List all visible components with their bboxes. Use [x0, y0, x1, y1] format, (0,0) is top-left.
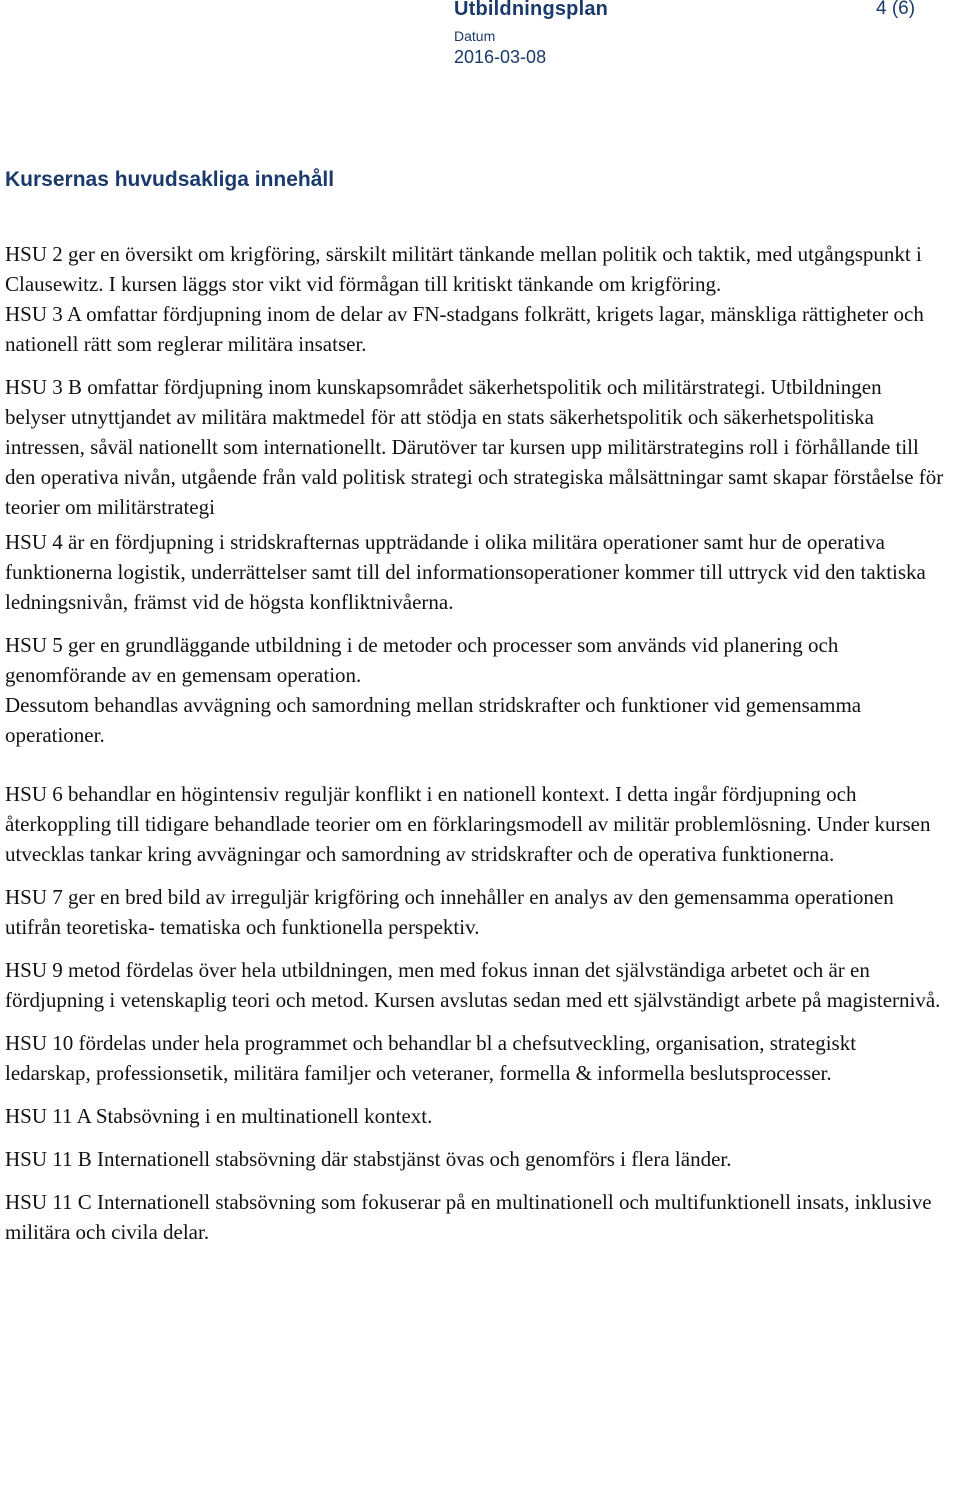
- paragraph-hsu-2: HSU 2 ger en översikt om krigföring, särskilt militärt tänkande mellan politik och taktik, med utgångspunkt i Clausewitz. I kursen läggs stor vikt vid förmågan till kritiskt tänkande om krigföring.: [5, 242, 922, 296]
- paragraph-hsu-9: HSU 9 metod fördelas över hela utbildningen, men med fokus innan det självständiga arbetet och är en fördjupning i vetenskaplig teori och metod. Kursen avslutas sedan med ett självständigt arbete på magisternivå.: [5, 958, 941, 1012]
- paragraph-hsu-11c: HSU 11 C Internationell stabsövning som fokuserar på en multinationell och multifunktionell insats, inklusive militära och civila delar.: [5, 1190, 932, 1244]
- paragraph-hsu-11a: HSU 11 A Stabsövning i en multinationell kontext.: [5, 1104, 433, 1128]
- paragraph-hsu-3b: HSU 3 B omfattar fördjupning inom kunskapsområdet säkerhetspolitik och militärstrategi. Utbildningen belyser utnyttjandet av militära maktmedel för att stödja en stats säkerhetspolitik och säkerhetspolitiska intressen, såväl nationellt som internationellt. Därutöver tar kursen upp militärstrategins roll i förhållande till den operativa nivån, utgående från vald politisk strategi och strategiska målsättningar samt skapar förståelse för teorier om militärstrategi: [5, 375, 944, 519]
- paragraph-hsu-7: HSU 7 ger en bred bild av irreguljär krigföring och innehåller en analys av den gemensamma operationen utifrån teoretiska- tematiska och funktionella perspektiv.: [5, 885, 894, 939]
- paragraph-hsu-11b: HSU 11 B Internationell stabsövning där stabstjänst övas och genomförs i flera länder.: [5, 1147, 732, 1171]
- paragraph-hsu-6: HSU 6 behandlar en högintensiv reguljär konflikt i en nationell kontext. I detta ingår fördjupning och återkoppling till tidigare behandlade teorier om en förklaringsmodell av militär problemlösning. Under kursen utvecklas tankar kring avvägningar och samordning av stridskrafter och de operativa funktionerna.: [5, 782, 931, 866]
- paragraph-hsu-5-cont: Dessutom behandlas avvägning och samordning mellan stridskrafter och funktioner vid gemensamma operationer.: [5, 693, 862, 747]
- page-number: 4 (6): [876, 0, 916, 19]
- section-heading: Kursernas huvudsakliga innehåll: [5, 168, 335, 191]
- date-label: Datum: [454, 28, 496, 44]
- document-title: Utbildningsplan: [454, 0, 609, 20]
- document-date: 2016-03-08: [454, 47, 547, 67]
- paragraph-hsu-5: HSU 5 ger en grundläggande utbildning i de metoder och processer som används vid planering och genomförande av en gemensam operation.: [5, 633, 839, 687]
- paragraph-hsu-10: HSU 10 fördelas under hela programmet och behandlar bl a chefsutveckling, organisation, strategiskt ledarskap, professionsetik, militära familjer och veteraner, formella & informella beslutsprocesser.: [5, 1031, 857, 1085]
- paragraph-hsu-4: HSU 4 är en fördjupning i stridskrafternas uppträdande i olika militära operationer samt hur de operativa funktionerna logistik, underrättelser samt till del informationsoperationer kommer till uttryck vid den taktiska ledningsnivån, främst vid de högsta konfliktnivåerna.: [5, 530, 926, 614]
- paragraph-hsu-3a: HSU 3 A omfattar fördjupning inom de delar av FN-stadgans folkrätt, krigets lagar, mänskliga rättigheter och nationell rätt som reglerar militära insatser.: [5, 302, 924, 356]
- document-body: [5, 239, 945, 1247]
